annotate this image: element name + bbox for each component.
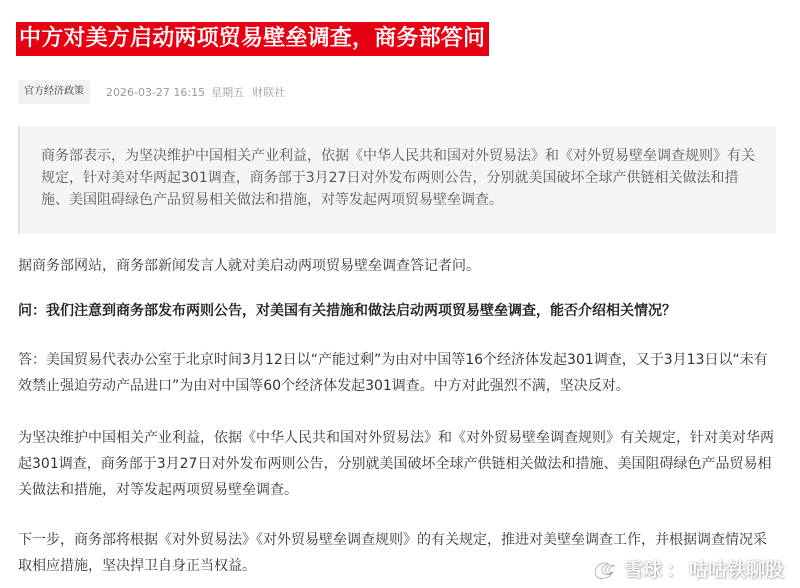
snowball-logo-icon xyxy=(592,558,618,580)
publish-weekday: 星期五 xyxy=(211,86,245,99)
watermark-brand: 雪球 xyxy=(623,559,662,581)
category-tag[interactable]: 官方经济政策 xyxy=(18,80,90,104)
article-summary: 商务部表示，为坚决维护中国相关产业利益，依据《中华人民共和国对外贸易法》和《对外贸易壁垒调查规则》有关规定，针对美对华两起301调查，商务部于3月27日对外发布两则公告，分别就美国破坏全球产供链相关做法和措施、美国阻碍绿色产品贸易相关做法和措施，对等发起两项贸易壁垒调查。 xyxy=(18,126,776,234)
body-paragraph: 为坚决维护中国相关产业利益，依据《中华人民共和国对外贸易法》和《对外贸易壁垒调查规则》有关规定，针对美对华两起301调查，商务部于3月27日对外发布两则公告，分别就美国破坏全球产供链相关做法和措施、美国阻碍绿色产品贸易相关做法和措施，对等发起两项贸易壁垒调查。 xyxy=(18,430,774,498)
body-paragraph: 下一步，商务部将根据《对外贸易法》《对外贸易壁垒调查规则》的有关规定，推进对美壁垒调查工作，并根据调查情况采取相应措施，坚决捍卫自身正当权益。 xyxy=(18,532,767,574)
watermark xyxy=(592,555,784,582)
publish-date: 2026-03-27 16:15 xyxy=(106,85,206,99)
article-source[interactable]: 财联社 xyxy=(252,86,286,99)
watermark-separator: ： xyxy=(665,559,685,581)
answer-paragraph: 答：美国贸易代表办公室于北京时间3月12日以“产能过剩”为由对中国等16个经济体发起301调查，又于3月13日以“未有效禁止强迫劳动产品进口”为由对中国等60个经济体发起301调查。中方对此强烈不满，坚决反对。 xyxy=(18,352,768,394)
question-paragraph: 问：我们注意到商务部发布两则公告，对美国有关措施和做法启动两项贸易壁垒调查，能否介绍相关情况？ xyxy=(18,303,676,319)
article-meta xyxy=(18,79,285,105)
body-paragraph: 据商务部网站，商务部新闻发言人就对美启动两项贸易壁垒调查答记者问。 xyxy=(18,258,480,274)
article-title: 中方对美方启动两项贸易壁垒调查，商务部答问 xyxy=(16,22,489,56)
watermark-author: 咕咕铁聊股 xyxy=(688,559,784,581)
